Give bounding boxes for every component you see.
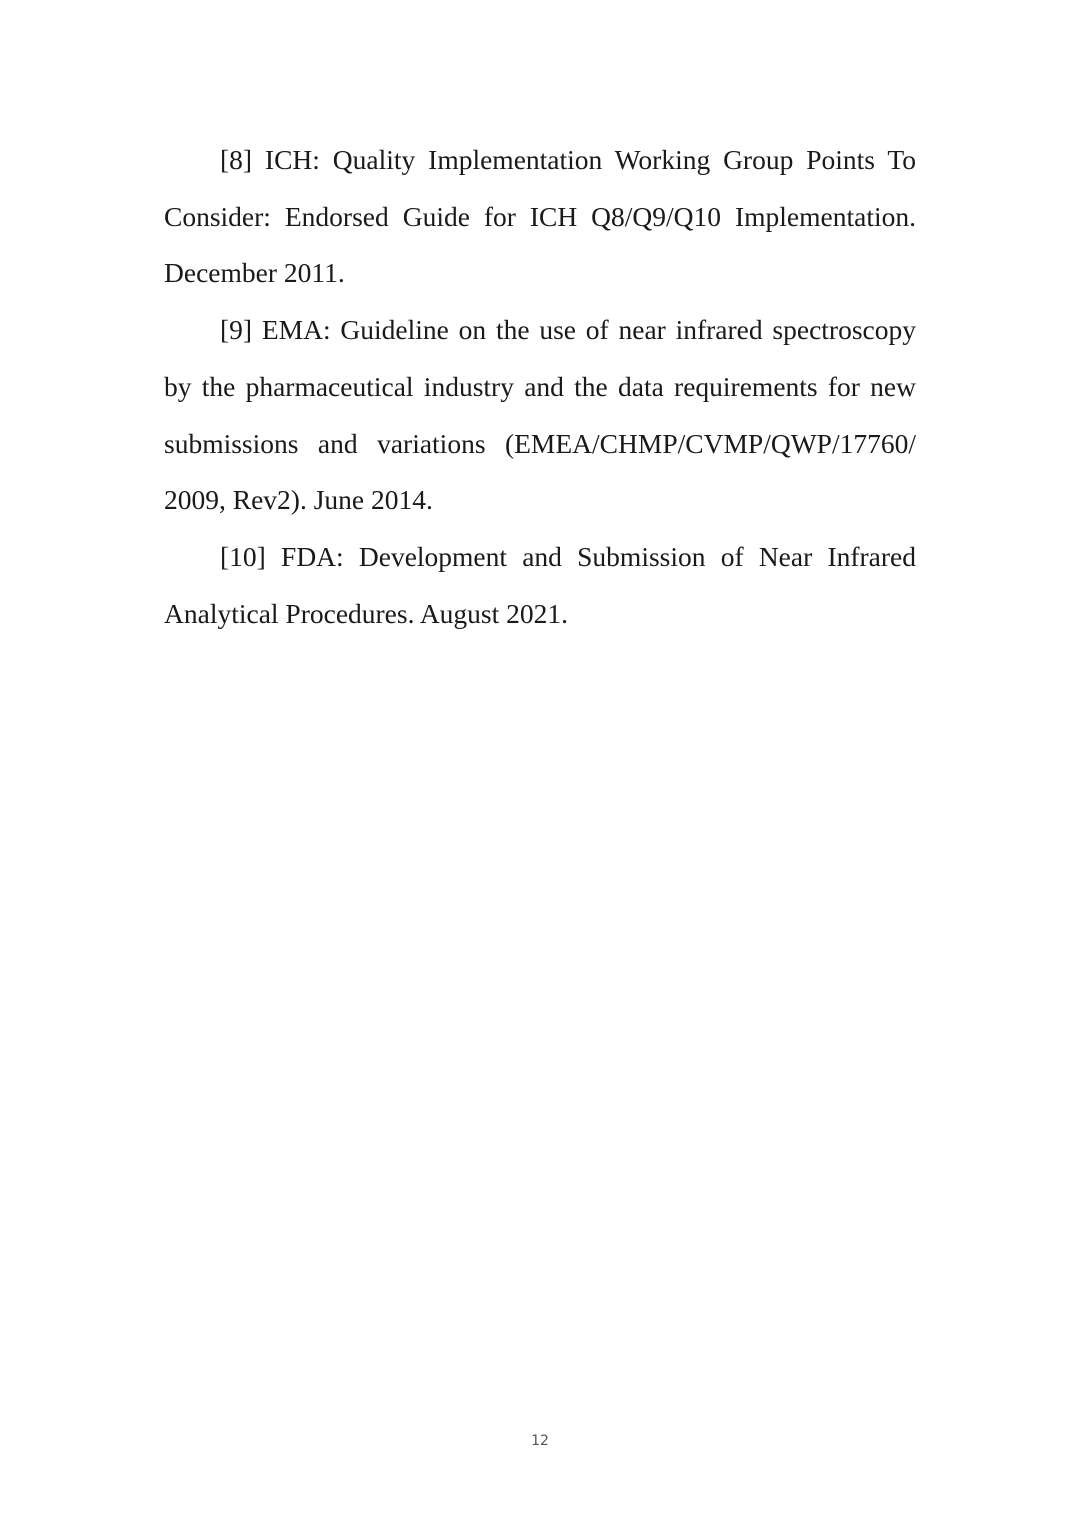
reference-line: [10] FDA: Development and Submission of Near Infrared: [220, 540, 916, 572]
reference-list: [164, 132, 916, 642]
page-number: 12: [531, 1433, 549, 1449]
reference-item-10: [164, 529, 916, 642]
reference-item-9: [164, 302, 916, 529]
reference-line: Analytical Procedures. August 2021.: [164, 597, 569, 629]
reference-item-8: [164, 132, 916, 302]
reference-line: [8] ICH: Quality Implementation Working Group Points To: [220, 144, 916, 175]
reference-line: [9] EMA: Guideline on the use of near infrared spectroscopy: [220, 314, 916, 346]
reference-line: Consider: Endorsed Guide for ICH Q8/Q9/Q10 Implementation.: [164, 200, 916, 232]
reference-line: 2009, Rev2). June 2014.: [164, 484, 433, 516]
reference-line: by the pharmaceutical industry and the data requirements for new: [164, 370, 916, 402]
reference-line: submissions and variations (EMEA/CHMP/CVMP/QWP/17760/: [164, 427, 916, 459]
reference-line: December 2011.: [164, 257, 345, 289]
